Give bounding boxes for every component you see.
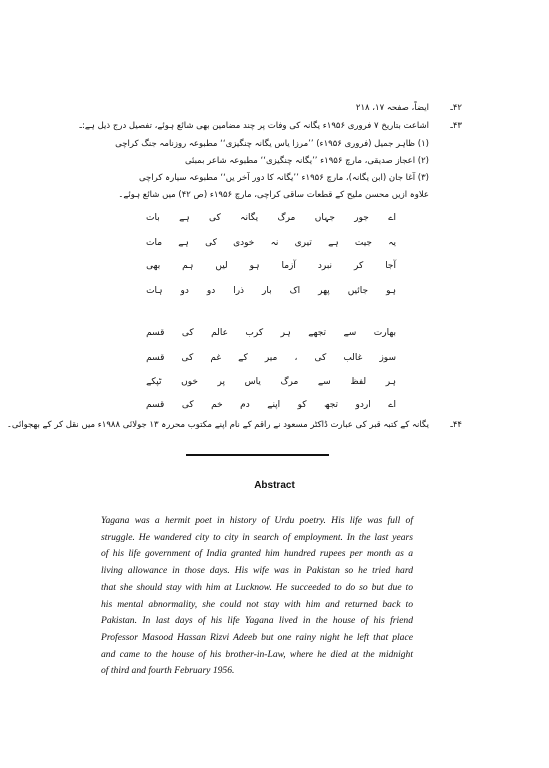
- abstract-line: living allowance in those days. His wife was in Pakistan so he tried hard: [101, 565, 413, 577]
- footnote-text: اشاعت بتاریخ ۷ فروری ۱۹۵۶ء یگانہ کی وفات پر چند مضامین بھی شائع ہوئے، تفصیل درج ذیل ہے:ـ: [79, 121, 429, 131]
- section-divider: [186, 454, 329, 456]
- verse-word: کی: [205, 238, 217, 248]
- verse-word: کو: [297, 400, 307, 410]
- abstract-line: Pakistan. In last days of his life Yagana lived in the house of his friend: [101, 615, 413, 627]
- footnote-text: ایضاً، صفحہ ۱۷، ۲۱۸: [355, 103, 429, 113]
- verse-word: نبرد: [317, 261, 333, 271]
- verse-word: قسم: [146, 328, 165, 338]
- verse-word: مرگ: [277, 213, 296, 223]
- verse-word: کی: [314, 353, 327, 363]
- verse-word: ،: [294, 353, 298, 363]
- verse-word: ہم: [182, 261, 194, 271]
- verse-word: بھارت: [373, 328, 396, 338]
- abstract-line: Yagana was a hermit poet in history of Urdu poetry. His life was full of: [101, 515, 413, 526]
- verse-word: بار: [262, 286, 272, 296]
- verse-word: ہو: [386, 286, 396, 296]
- verse-word: میر: [264, 353, 278, 363]
- verse-word: جہاں: [314, 213, 335, 223]
- verse-word: سوز: [379, 353, 396, 363]
- abstract-line: and came to the house of his brother-in-Law, where he died at the midnight: [101, 648, 413, 660]
- verse-word: کی: [181, 353, 194, 363]
- verse-word: دو: [180, 286, 189, 296]
- verse-word: خوں: [181, 377, 198, 387]
- verse-word: سے: [343, 328, 357, 338]
- verse-word: خم: [211, 400, 223, 410]
- verse-word: ہے: [178, 238, 189, 248]
- verse-word: مات: [146, 238, 163, 248]
- verse-word: بات: [146, 213, 160, 223]
- verse-word: کی: [181, 328, 194, 338]
- footnote-text: یگانہ کے کتبہ قبر کی عبارت ڈاکٹر مسعود نے راقم کے نام اپنے مکتوب محررہ ۱۳ جولائی ۱۹۸۸ء میں نقل کر کے بھجوائی۔: [6, 420, 429, 430]
- verse-line: [146, 352, 396, 364]
- footnote-text: (۳) آغا جان (ابن یگانہ)، مارچ ۱۹۵۶ء ’’یگانہ کا دور آخر یں‘‘ مطبوعہ سیارہ کراچی: [138, 173, 429, 183]
- verse-word: اردو: [355, 400, 371, 410]
- verse-word: لفظ: [350, 377, 367, 387]
- verse-word: یہ: [388, 238, 396, 248]
- verse-word: آجا: [385, 261, 396, 271]
- verse-word: کرب: [245, 328, 264, 338]
- verse-line: [146, 399, 396, 411]
- verse-line: [146, 260, 396, 272]
- verse-word: کے: [238, 353, 248, 363]
- footnote-number: ۴۲ـ: [450, 103, 462, 113]
- verse-word: غم: [210, 353, 222, 363]
- verse-word: بھی: [146, 261, 161, 271]
- verse-word: ہو: [249, 261, 260, 271]
- verse-word: ہر: [385, 377, 396, 387]
- abstract-line: struggle. He wandered city to city in search of employment. In the last years: [101, 531, 413, 543]
- verse-word: لیں: [215, 261, 228, 271]
- verse-word: خودی: [233, 238, 255, 248]
- verse-word: یاس: [244, 377, 261, 387]
- verse-word: قسم: [146, 353, 165, 363]
- abstract-line: his mental abnormality, she could not stay with him and returned back to: [101, 598, 413, 610]
- abstract-body: [101, 513, 413, 680]
- verse-word: تجھے: [308, 328, 327, 338]
- verse-word: قسم: [146, 400, 165, 410]
- verse-word: مرگ: [280, 377, 299, 387]
- footnote-text: (۲) اعجاز صدیقی، مارچ ۱۹۵۶ء ’’یگانہ چنگیزی‘‘ مطبوعہ شاعر بمبئی: [184, 156, 429, 166]
- verse-word: ہے: [179, 213, 190, 223]
- verse-word: اے: [388, 400, 396, 410]
- verse-word: اک: [289, 286, 301, 296]
- verse-line: [146, 212, 396, 224]
- verse-line: [146, 327, 396, 339]
- verse-word: جائیں: [347, 286, 369, 296]
- verse-word: آزما: [281, 261, 296, 271]
- footnote-text: علاوہ ازیں محسن ملیح کے قطعات ساقی کراچی، مارچ ۱۹۵۶ء (ص ۴۲) میں شائع ہوئے۔: [118, 190, 429, 200]
- verse-word: اے: [388, 213, 396, 223]
- verse-word: ہات: [146, 286, 163, 296]
- verse-word: تیری: [294, 238, 312, 248]
- verse-word: تجھ: [324, 400, 339, 410]
- abstract-line: of his life government of India granted him hundred rupees per month as a: [101, 548, 413, 560]
- verse-line: [146, 237, 396, 249]
- verse-word: ہے: [328, 238, 339, 248]
- verse-word: غالب: [343, 353, 363, 363]
- verse-word: کر: [353, 261, 364, 271]
- verse-word: جیت: [354, 238, 372, 248]
- verse-word: سے: [317, 377, 331, 387]
- verse-word: پر: [217, 377, 226, 387]
- verse-word: پھر: [318, 286, 330, 296]
- footnote-number: ۴۴ـ: [450, 420, 462, 430]
- footnote-number: ۴۳ـ: [450, 121, 462, 131]
- verse-word: جور: [354, 213, 369, 223]
- verse-word: ذرا: [233, 286, 245, 296]
- verse-word: دو: [206, 286, 216, 296]
- verse-word: عالم: [211, 328, 228, 338]
- verse-word: اپنے: [267, 400, 281, 410]
- verse-word: کی: [181, 400, 194, 410]
- verse-word: ٹپکے: [146, 377, 162, 387]
- verse-word: دم: [240, 400, 250, 410]
- footnote-text: (۱) ظاہر جمیل (فروری ۱۹۵۶ء) ’’مرزا یاس یگانہ چنگیزی‘‘ مطبوعہ روزنامہ جنگ کراچی: [115, 139, 429, 149]
- verse-line: [146, 285, 396, 297]
- abstract-line: of third and fourth February 1956.: [101, 665, 235, 677]
- verse-word: کی: [209, 213, 221, 223]
- verse-word: ہر: [280, 328, 291, 338]
- abstract-line: that she should stay with him at Lucknow. He succeeded to do so but due to: [101, 581, 413, 593]
- verse-word: یگانہ: [240, 213, 259, 223]
- verse-line: [146, 376, 396, 388]
- abstract-line: Professor Masood Hassan Rizvi Adeeb but one rainy night he left that place: [101, 631, 413, 643]
- abstract-title: Abstract: [254, 480, 295, 491]
- verse-word: نہ: [270, 238, 279, 248]
